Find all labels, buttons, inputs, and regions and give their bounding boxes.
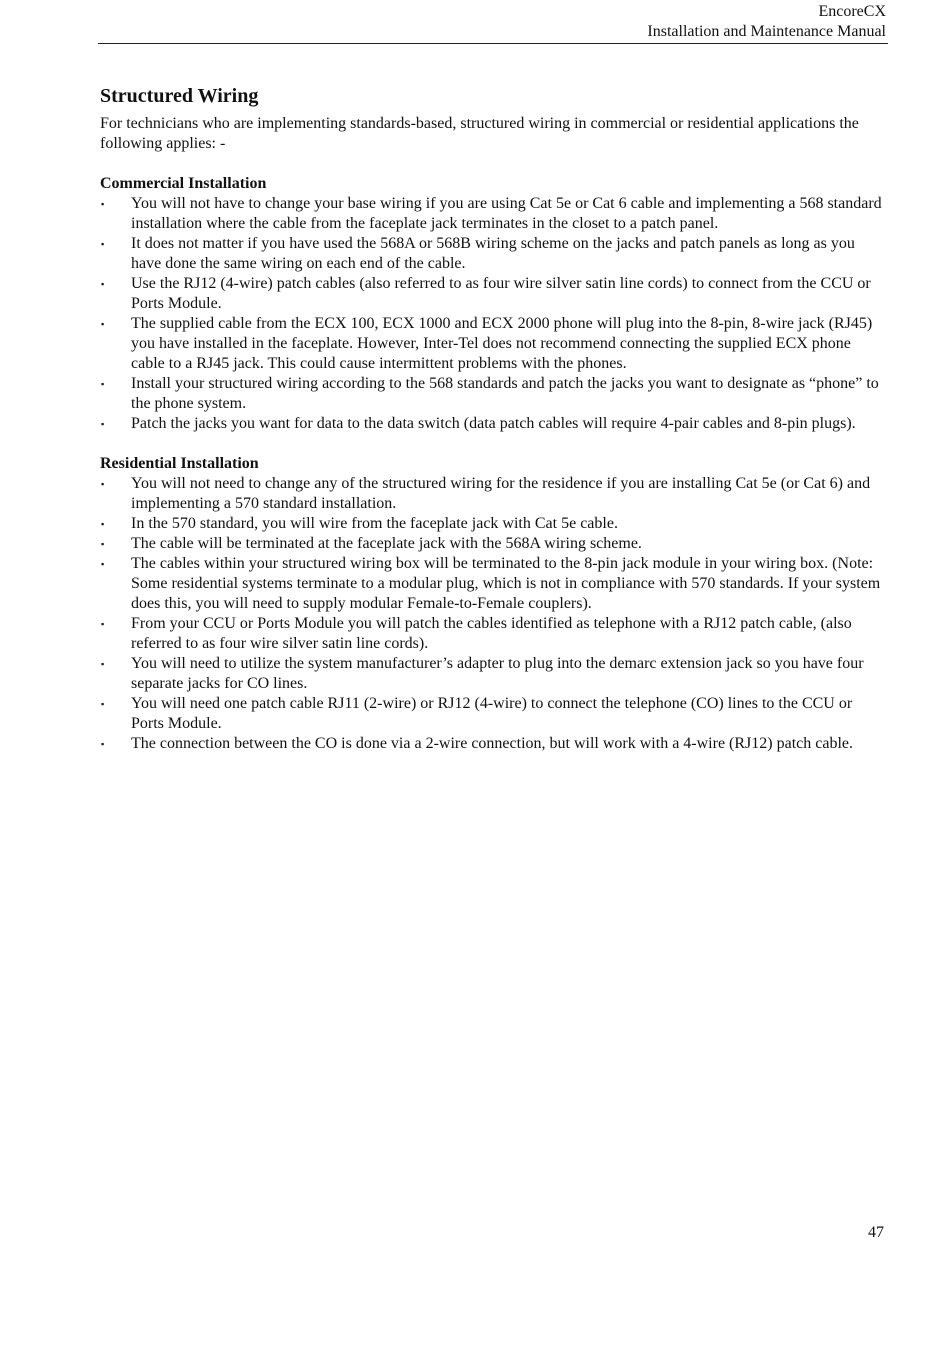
- list-item: [100, 734, 886, 754]
- header-divider: [98, 43, 888, 44]
- square-bullet-icon: ▪: [101, 239, 105, 249]
- list-item: [100, 274, 886, 314]
- running-header: [647, 2, 886, 42]
- page-body: [100, 84, 886, 774]
- list-item: [100, 534, 886, 554]
- square-bullet-icon: ▪: [101, 199, 105, 209]
- list-item: [100, 474, 886, 514]
- square-bullet-icon: ▪: [101, 659, 105, 669]
- list-item: [100, 694, 886, 734]
- header-product-name: EncoreCX: [818, 3, 886, 20]
- list-item-text: The connection between the CO is done via a 2-wire connection, but will work with a 4-wire (RJ12) patch cable.: [131, 735, 853, 752]
- list-item: [100, 234, 886, 274]
- header-manual-title: Installation and Maintenance Manual: [647, 23, 886, 40]
- list-item-text: Patch the jacks you want for data to the data switch (data patch cables will require 4-pair cables and 8-pin plugs).: [131, 415, 856, 432]
- residential-installation-list: [100, 474, 886, 754]
- list-item: [100, 374, 886, 414]
- list-item: [100, 654, 886, 694]
- list-item-text: You will need to utilize the system manufacturer’s adapter to plug into the demarc extension jack so you have four separate jacks for CO lines.: [131, 655, 864, 692]
- square-bullet-icon: ▪: [101, 279, 105, 289]
- list-item: [100, 514, 886, 534]
- list-item-text: You will not need to change any of the structured wiring for the residence if you are installing Cat 5e (or Cat 6) and implementing a 570 standard installation.: [131, 475, 871, 512]
- square-bullet-icon: ▪: [101, 379, 105, 389]
- section-title: Structured Wiring: [100, 85, 259, 107]
- residential-installation-heading: Residential Installation: [100, 455, 259, 472]
- list-item: [100, 414, 886, 434]
- list-item-text: The cables within your structured wiring box will be terminated to the 8-pin jack module in your wiring box. (Note: Some residential systems terminate to a modular plug, which is not in compliance with 570 standards. If your system does this, you will need to supply modular Female-to-Female couplers).: [131, 555, 881, 612]
- list-item-text: It does not matter if you have used the 568A or 568B wiring scheme on the jacks and patch panels as long as you have done the same wiring on each end of the cable.: [131, 235, 855, 272]
- residential-installation-section: [100, 454, 886, 754]
- commercial-installation-section: [100, 174, 886, 434]
- list-item-text: You will need one patch cable RJ11 (2-wire) or RJ12 (4-wire) to connect the telephone (CO) lines to the CCU or Ports Module.: [131, 695, 853, 732]
- square-bullet-icon: ▪: [101, 519, 105, 529]
- list-item: [100, 314, 886, 374]
- square-bullet-icon: ▪: [101, 479, 105, 489]
- square-bullet-icon: ▪: [101, 619, 105, 629]
- square-bullet-icon: ▪: [101, 539, 105, 549]
- square-bullet-icon: ▪: [101, 739, 105, 749]
- page-number: 47: [868, 1224, 884, 1241]
- commercial-installation-heading: Commercial Installation: [100, 175, 267, 192]
- list-item-text: Install your structured wiring according to the 568 standards and patch the jacks you want to designate as “phone” to the phone system.: [131, 375, 879, 412]
- list-item-text: The cable will be terminated at the faceplate jack with the 568A wiring scheme.: [131, 535, 642, 552]
- list-item-text: Use the RJ12 (4-wire) patch cables (also referred to as four wire silver satin line cords) to connect from the CCU or Ports Module.: [131, 275, 871, 312]
- list-item-text: From your CCU or Ports Module you will patch the cables identified as telephone with a RJ12 patch cable, (also referred to as four wire silver satin line cords).: [131, 615, 852, 652]
- square-bullet-icon: ▪: [101, 559, 105, 569]
- intro-paragraph: For technicians who are implementing standards-based, structured wiring in commercial or residential applications the following applies: -: [100, 115, 859, 152]
- square-bullet-icon: ▪: [101, 319, 105, 329]
- commercial-installation-list: [100, 194, 886, 434]
- list-item-text: You will not have to change your base wiring if you are using Cat 5e or Cat 6 cable and implementing a 568 standard installation where the cable from the faceplate jack terminates in the closet to a patch panel.: [131, 195, 882, 232]
- list-item-text: The supplied cable from the ECX 100, ECX 1000 and ECX 2000 phone will plug into the 8-pin, 8-wire jack (RJ45) you have installed in the faceplate. However, Inter-Tel does not recommend connecting the supplied ECX phone cable to a RJ45 jack. This could cause intermittent problems with the phones.: [131, 315, 873, 372]
- list-item: [100, 614, 886, 654]
- square-bullet-icon: ▪: [101, 419, 105, 429]
- list-item: [100, 554, 886, 614]
- list-item-text: In the 570 standard, you will wire from the faceplate jack with Cat 5e cable.: [131, 515, 618, 532]
- list-item: [100, 194, 886, 234]
- square-bullet-icon: ▪: [101, 699, 105, 709]
